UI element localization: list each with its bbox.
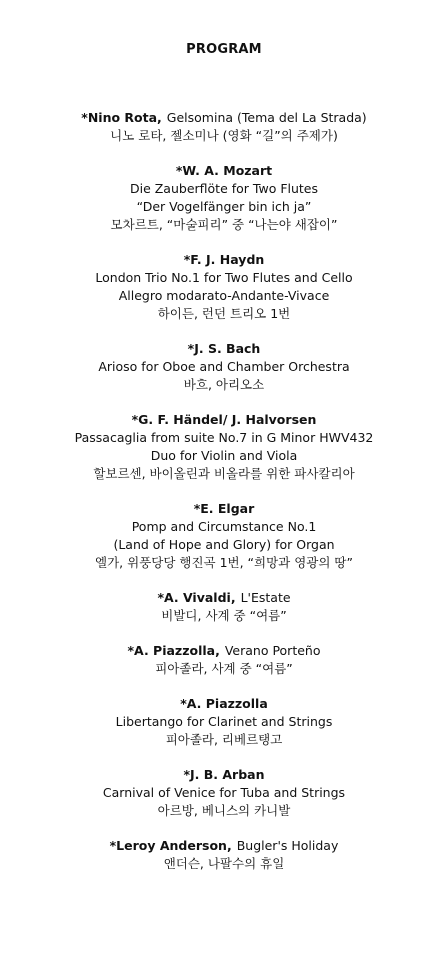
work-title: L'Estate (240, 590, 291, 605)
work-detail-line: 니노 로타, 젤소미나 (영화 “길”의 주제가) (110, 128, 338, 143)
work-detail-line: Duo for Violin and Viola (150, 448, 298, 463)
work-detail-line: London Trio No.1 for Two Flutes and Cello (95, 270, 353, 285)
composer-name: *J. B. Arban (183, 767, 265, 782)
program-entry (0, 340, 448, 394)
work-detail-line: 엘가, 위풍당당 행진곡 1번, “희망과 영광의 땅” (95, 555, 353, 570)
work-detail-line: 피아졸라, 리베르탱고 (165, 732, 283, 747)
entry-heading (0, 162, 448, 180)
work-detail-line: 모차르트, “마술피리” 중 “나는야 새잡이” (110, 217, 338, 232)
work-detail-line: Allegro modarato-Andante-Vivace (118, 288, 330, 303)
work-detail-line: 비발디, 사계 중 “여름” (161, 608, 287, 623)
work-detail-line: (Land of Hope and Glory) for Organ (113, 537, 335, 552)
entry-heading (0, 411, 448, 429)
program-entry (0, 589, 448, 625)
entry-heading (0, 109, 448, 127)
program-entry (0, 500, 448, 572)
entry-heading (0, 589, 448, 607)
composer-name: *J. S. Bach (187, 341, 261, 356)
composer-name: *Nino Rota, (81, 110, 162, 125)
composer-name: *G. F. Händel/ J. Halvorsen (131, 412, 317, 427)
entry-heading (0, 766, 448, 784)
work-detail-line: 피아졸라, 사계 중 “여름” (155, 661, 293, 676)
entry-heading (0, 695, 448, 713)
work-detail-line: 할보르센, 바이올린과 비올라를 위한 파사칼리아 (93, 466, 355, 481)
composer-name: *Leroy Anderson, (109, 838, 232, 853)
program-entry (0, 109, 448, 145)
program-entry (0, 411, 448, 483)
work-detail-line: Carnival of Venice for Tuba and Strings (102, 785, 346, 800)
composer-name: *E. Elgar (193, 501, 255, 516)
work-detail-line: 앤더슨, 나팔수의 휴일 (163, 856, 285, 871)
composer-name: *F. J. Haydn (183, 252, 265, 267)
page-title: PROGRAM (186, 42, 262, 57)
work-detail-line: Passacaglia from suite No.7 in G Minor HWV432 (74, 430, 374, 445)
composer-name: *A. Vivaldi, (157, 590, 236, 605)
work-detail-line: 아르방, 베니스의 카니발 (157, 803, 291, 818)
entry-heading (0, 251, 448, 269)
composer-name: *A. Piazzolla (180, 696, 268, 711)
work-detail-line: 바흐, 아리오소 (183, 377, 265, 392)
entry-heading (0, 500, 448, 518)
work-detail-line: “Der Vogelfänger bin ich ja” (136, 199, 312, 214)
program-entry (0, 162, 448, 234)
work-detail-line: Die Zauberflöte for Two Flutes (129, 181, 319, 196)
program-list (0, 109, 448, 890)
work-detail-line: Libertango for Clarinet and Strings (115, 714, 333, 729)
entry-heading (0, 837, 448, 855)
work-detail-line: Arioso for Oboe and Chamber Orchestra (98, 359, 350, 374)
program-entry (0, 642, 448, 678)
program-entry (0, 837, 448, 873)
entry-heading (0, 642, 448, 660)
work-title: Gelsomina (Tema del La Strada) (166, 110, 367, 125)
composer-name: *A. Piazzolla, (127, 643, 220, 658)
entry-heading (0, 340, 448, 358)
program-entry (0, 251, 448, 323)
program-entry (0, 695, 448, 749)
work-detail-line: 하이든, 런던 트리오 1번 (157, 306, 291, 321)
program-entry (0, 766, 448, 820)
work-title: Verano Porteño (224, 643, 321, 658)
composer-name: *W. A. Mozart (175, 163, 273, 178)
work-detail-line: Pomp and Circumstance No.1 (131, 519, 317, 534)
work-title: Bugler's Holiday (236, 838, 339, 853)
